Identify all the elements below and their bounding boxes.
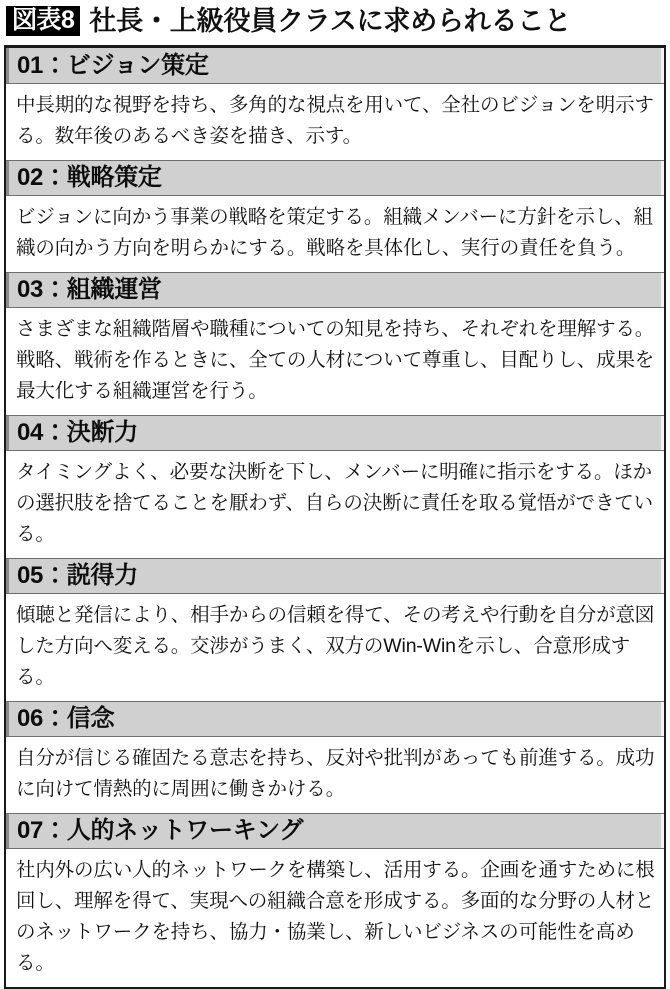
row-body-text: 傾聴と発信により、相手からの信頼を得て、その考えや行動を自分が意図した方向へ変える。交渉がうまく、双方のWin-Winを示し、合意形成する。 [16,604,655,688]
row-heading-label: 01：ビジョン策定 [17,51,209,79]
row-heading-bar [6,272,664,308]
row-heading-bar [6,415,664,451]
row-heading-label: 03：組織運営 [17,276,162,303]
row-heading-bar [6,48,664,84]
row-body-text: タイミングよく、必要な決断を下し、メンバーに明確に指示をする。ほかの選択肢を捨てることを厭わず、自らの決断に責任を取る覚悟ができている。 [16,461,653,545]
figure-number-badge: 図表8 [6,6,80,36]
row-body [6,308,664,415]
row-heading-bar [6,558,664,594]
row-body-text: 社内外の広い人的ネットワークを構築し、活用する。企画を通すために根回し、理解を得て、実現への組織合意を形成する。多面的な分野の人材とのネットワークを持ち、協力・協業し、新しいビジネスの可能性を高める。 [16,859,655,974]
row-heading-bar [6,701,664,737]
row-body [6,84,664,160]
table-row [6,701,664,813]
figure-title-row [0,0,670,42]
row-heading-label: 07：人的ネットワーキング [17,817,304,844]
row-heading-label: 05：説得力 [17,562,138,589]
competency-table [4,45,666,989]
row-body-text: 自分が信じる確固たる意志を持ち、反対や批判があっても前進する。成功に向けて情熱的に周囲に働きかける。 [16,747,655,800]
table-row [6,415,664,558]
table-row [6,160,664,272]
row-body [6,451,664,558]
table-row [6,558,664,701]
row-heading-label: 02：戦略策定 [17,164,162,191]
row-body [6,594,664,701]
table-row [6,48,664,160]
row-body-text: ビジョンに向かう事業の戦略を策定する。組織メンバーに方針を示し、組織の向かう方向を明らかにする。戦略を具体化し、実行の責任を負う。 [16,206,653,259]
row-body [6,737,664,813]
row-body-text: さまざまな組織階層や職種についての知見を持ち、それぞれを理解する。戦略、戦術を作るときに、全ての人材について尊重し、目配りし、成果を最大化する組織運営を行う。 [16,318,655,402]
row-body [6,196,664,272]
row-body [6,849,664,987]
row-heading-bar [6,813,664,849]
row-body-text: 中長期的な視野を持ち、多角的な視点を用いて、全社のビジョンを明示する。数年後のあるべき姿を描き、示す。 [16,94,654,147]
table-row [6,272,664,415]
table-row [6,813,664,987]
row-heading-label: 04：決断力 [17,419,138,446]
row-heading-label: 06：信念 [17,705,115,732]
figure-title: 社長・上級役員クラスに求められること [89,5,571,36]
row-heading-bar [6,160,664,196]
